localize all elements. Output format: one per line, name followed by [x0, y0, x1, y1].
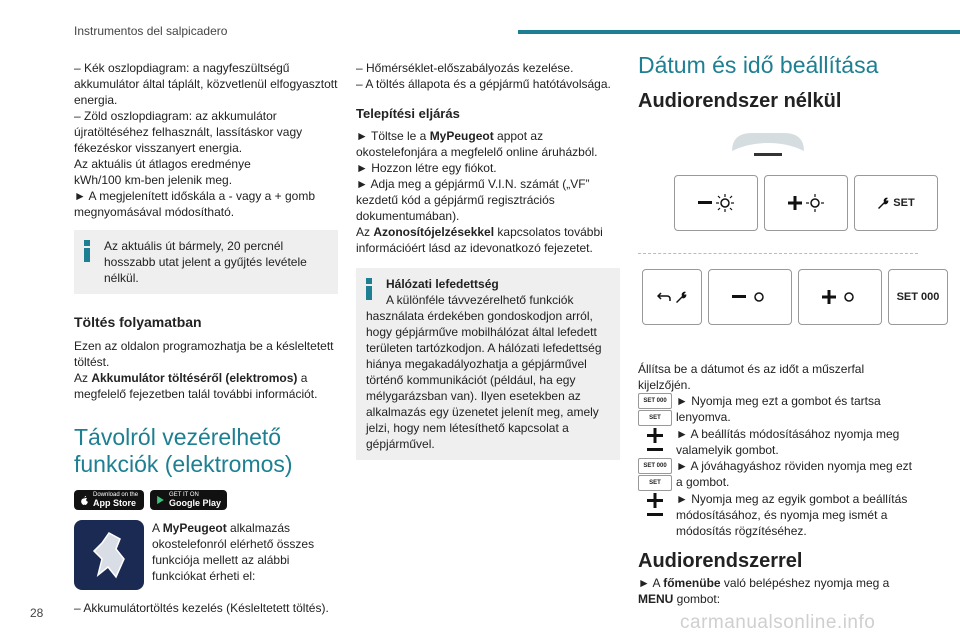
step: ► Nyomja meg az egyik gombot a beállítás módosításához, és nyomja meg ismét a módosítás rögzítéséhez. [676, 492, 908, 538]
list-item: – A töltés állapota és a gépjármű hatótávolsága. [356, 77, 611, 91]
set-000-mini-key: SET 000 [638, 458, 672, 474]
paragraph: – Zöld oszlopdiagram: az akkumulátor újratöltéséhez felhasznált, lassításkor vagy fékezéskor visszanyert energia. [74, 109, 303, 155]
minus-brightness-key [708, 269, 792, 325]
step: ► Töltse le a MyPeugeot appot az okostelefonjára a megfelelő online áruházból. [356, 129, 598, 159]
paragraph: Ezen az oldalon programozhatja be a késleltetett töltést. [74, 339, 334, 369]
wrench-set-mini-key: SET [638, 475, 672, 491]
plus-minus-mini-icon [638, 426, 672, 456]
keys-illustration [638, 119, 940, 355]
app-text: A MyPeugeot alkalmazás okostelefonról elérhető összes funkciója mellett az alábbi funkciókat érheti el: [152, 521, 315, 583]
section-heading-remote: Távolról vezérelhető funkciók (elektromos) [74, 424, 293, 477]
paragraph: Állítsa be a dátumot és az időt a műszerfal kijelzőjén. [638, 362, 865, 392]
plus-icon [788, 196, 802, 210]
step-row [638, 426, 918, 458]
step: ► Hozzon létre egy fiókot. [356, 161, 497, 175]
step: ► A jóváhagyáshoz röviden nyomja meg ezt a gombot. [676, 459, 913, 489]
plus-minus-mini-icon [638, 491, 672, 521]
page-number: 28 [30, 606, 44, 620]
apple-icon [80, 495, 89, 505]
section-heading-no-audio: Audiorendszer nélkül [638, 90, 842, 112]
section-heading-date: Dátum és idő beállítása [638, 52, 879, 78]
step: ► A főmenübe való belépéshez nyomja meg a MENU gombot: [638, 576, 890, 606]
section-heading-audio: Audiorendszerrel [638, 550, 803, 572]
store-badges [74, 490, 338, 510]
brightness-icon [750, 288, 768, 306]
minus-brightness-key [674, 175, 758, 231]
return-icon [657, 291, 671, 303]
wrench-set-mini-key: SET [638, 410, 672, 426]
info-text: A különféle távvezérelhető funkciók [386, 293, 574, 307]
step: ► Nyomja meg ezt a gombot és tartsa lenyomva. [676, 394, 881, 424]
paragraph: – Kék oszlopdiagram: a nagyfeszültségű akkumulátor által táplált, közvetlenül elfogyasztott energia. [74, 61, 338, 107]
peugeot-lion-icon [74, 520, 144, 590]
page-header-title: Instrumentos del salpicadero [74, 24, 228, 38]
paragraph: kWh/100 km-ben jelenik meg. [74, 173, 233, 187]
info-text: Az aktuális út bármely, 20 percnél hosszabb utat jelent a gyűjtés levétele nélkül. [104, 239, 307, 285]
info-box [74, 230, 338, 294]
instrument-cluster-icon [728, 129, 808, 159]
plus-icon [822, 290, 836, 304]
set-000-key: SET 000 [888, 269, 948, 325]
info-icon [84, 240, 90, 262]
wrench-set-key: SET [854, 175, 938, 231]
info-text: használata érdekében gondoskodjon arról, hogy gépjárműve mobilhálózat által lefedett területen tartózkodjon. A hálózati lefedettség hiánya megakadályozhatja a gépjárművel történő kommunikációt (például, ha egy mélygarázsban van). Ilyen esetekben az alkalmazás egy üzenetet jelenít meg, amely jelzi, hogy nem létesíthető kapcsolat a gépjárművel. [366, 309, 602, 451]
info-icon [366, 278, 372, 300]
wrench-icon [675, 291, 687, 303]
paragraph: Az aktuális út átlagos eredménye [74, 157, 251, 171]
step-row [638, 458, 918, 491]
paragraph: – Akkumulátortöltés kezelés (Késleltetett töltés). [74, 601, 329, 615]
set-000-mini-key: SET 000 [638, 393, 672, 409]
wrench-icon [877, 197, 889, 209]
step-row [638, 491, 918, 539]
brightness-icon [716, 194, 734, 212]
step: ► A beállítás módosításához nyomja meg valamelyik gombot. [676, 427, 900, 457]
brightness-icon [806, 194, 824, 212]
watermark: carmanualsonline.info [680, 612, 876, 633]
google-play-icon [156, 495, 165, 505]
minus-icon [732, 295, 746, 299]
info-box-network [356, 268, 620, 460]
section-heading-install: Telepítési eljárás [356, 106, 460, 121]
list-item: – Hőmérséklet-előszabályozás kezelése. [356, 61, 574, 75]
minus-icon [698, 201, 712, 205]
divider [638, 253, 918, 254]
app-store-badge[interactable]: Download on the App Store [74, 490, 144, 510]
return-wrench-key [642, 269, 702, 325]
header-accent-bar [518, 30, 960, 34]
app-description [74, 520, 338, 590]
brightness-icon [840, 288, 858, 306]
column-3 [638, 52, 940, 607]
column-2 [356, 60, 620, 470]
plus-brightness-key [764, 175, 848, 231]
column-1 [74, 60, 338, 616]
paragraph: ► A megjelenített időskála a - vagy a + gomb megnyomásával módosítható. [74, 189, 316, 219]
google-play-badge[interactable]: GET IT ON Google Play [150, 490, 227, 510]
step: Az Azonosítójelzésekkel kapcsolatos további információért lásd az idevonatkozó fejezetet. [356, 225, 603, 255]
info-title: Hálózati lefedettség [386, 277, 499, 291]
step-row [638, 393, 918, 426]
plus-brightness-key [798, 269, 882, 325]
step: ► Adja meg a gépjármű V.I.N. számát („VF” kezdetű kód a gépjármű regisztrációs dokumentumában). [356, 177, 590, 223]
paragraph: Az Akkumulátor töltéséről (elektromos) a megfelelő fejezetben talál további információt. [74, 371, 318, 401]
section-heading-charge: Töltés folyamatban [74, 314, 202, 330]
